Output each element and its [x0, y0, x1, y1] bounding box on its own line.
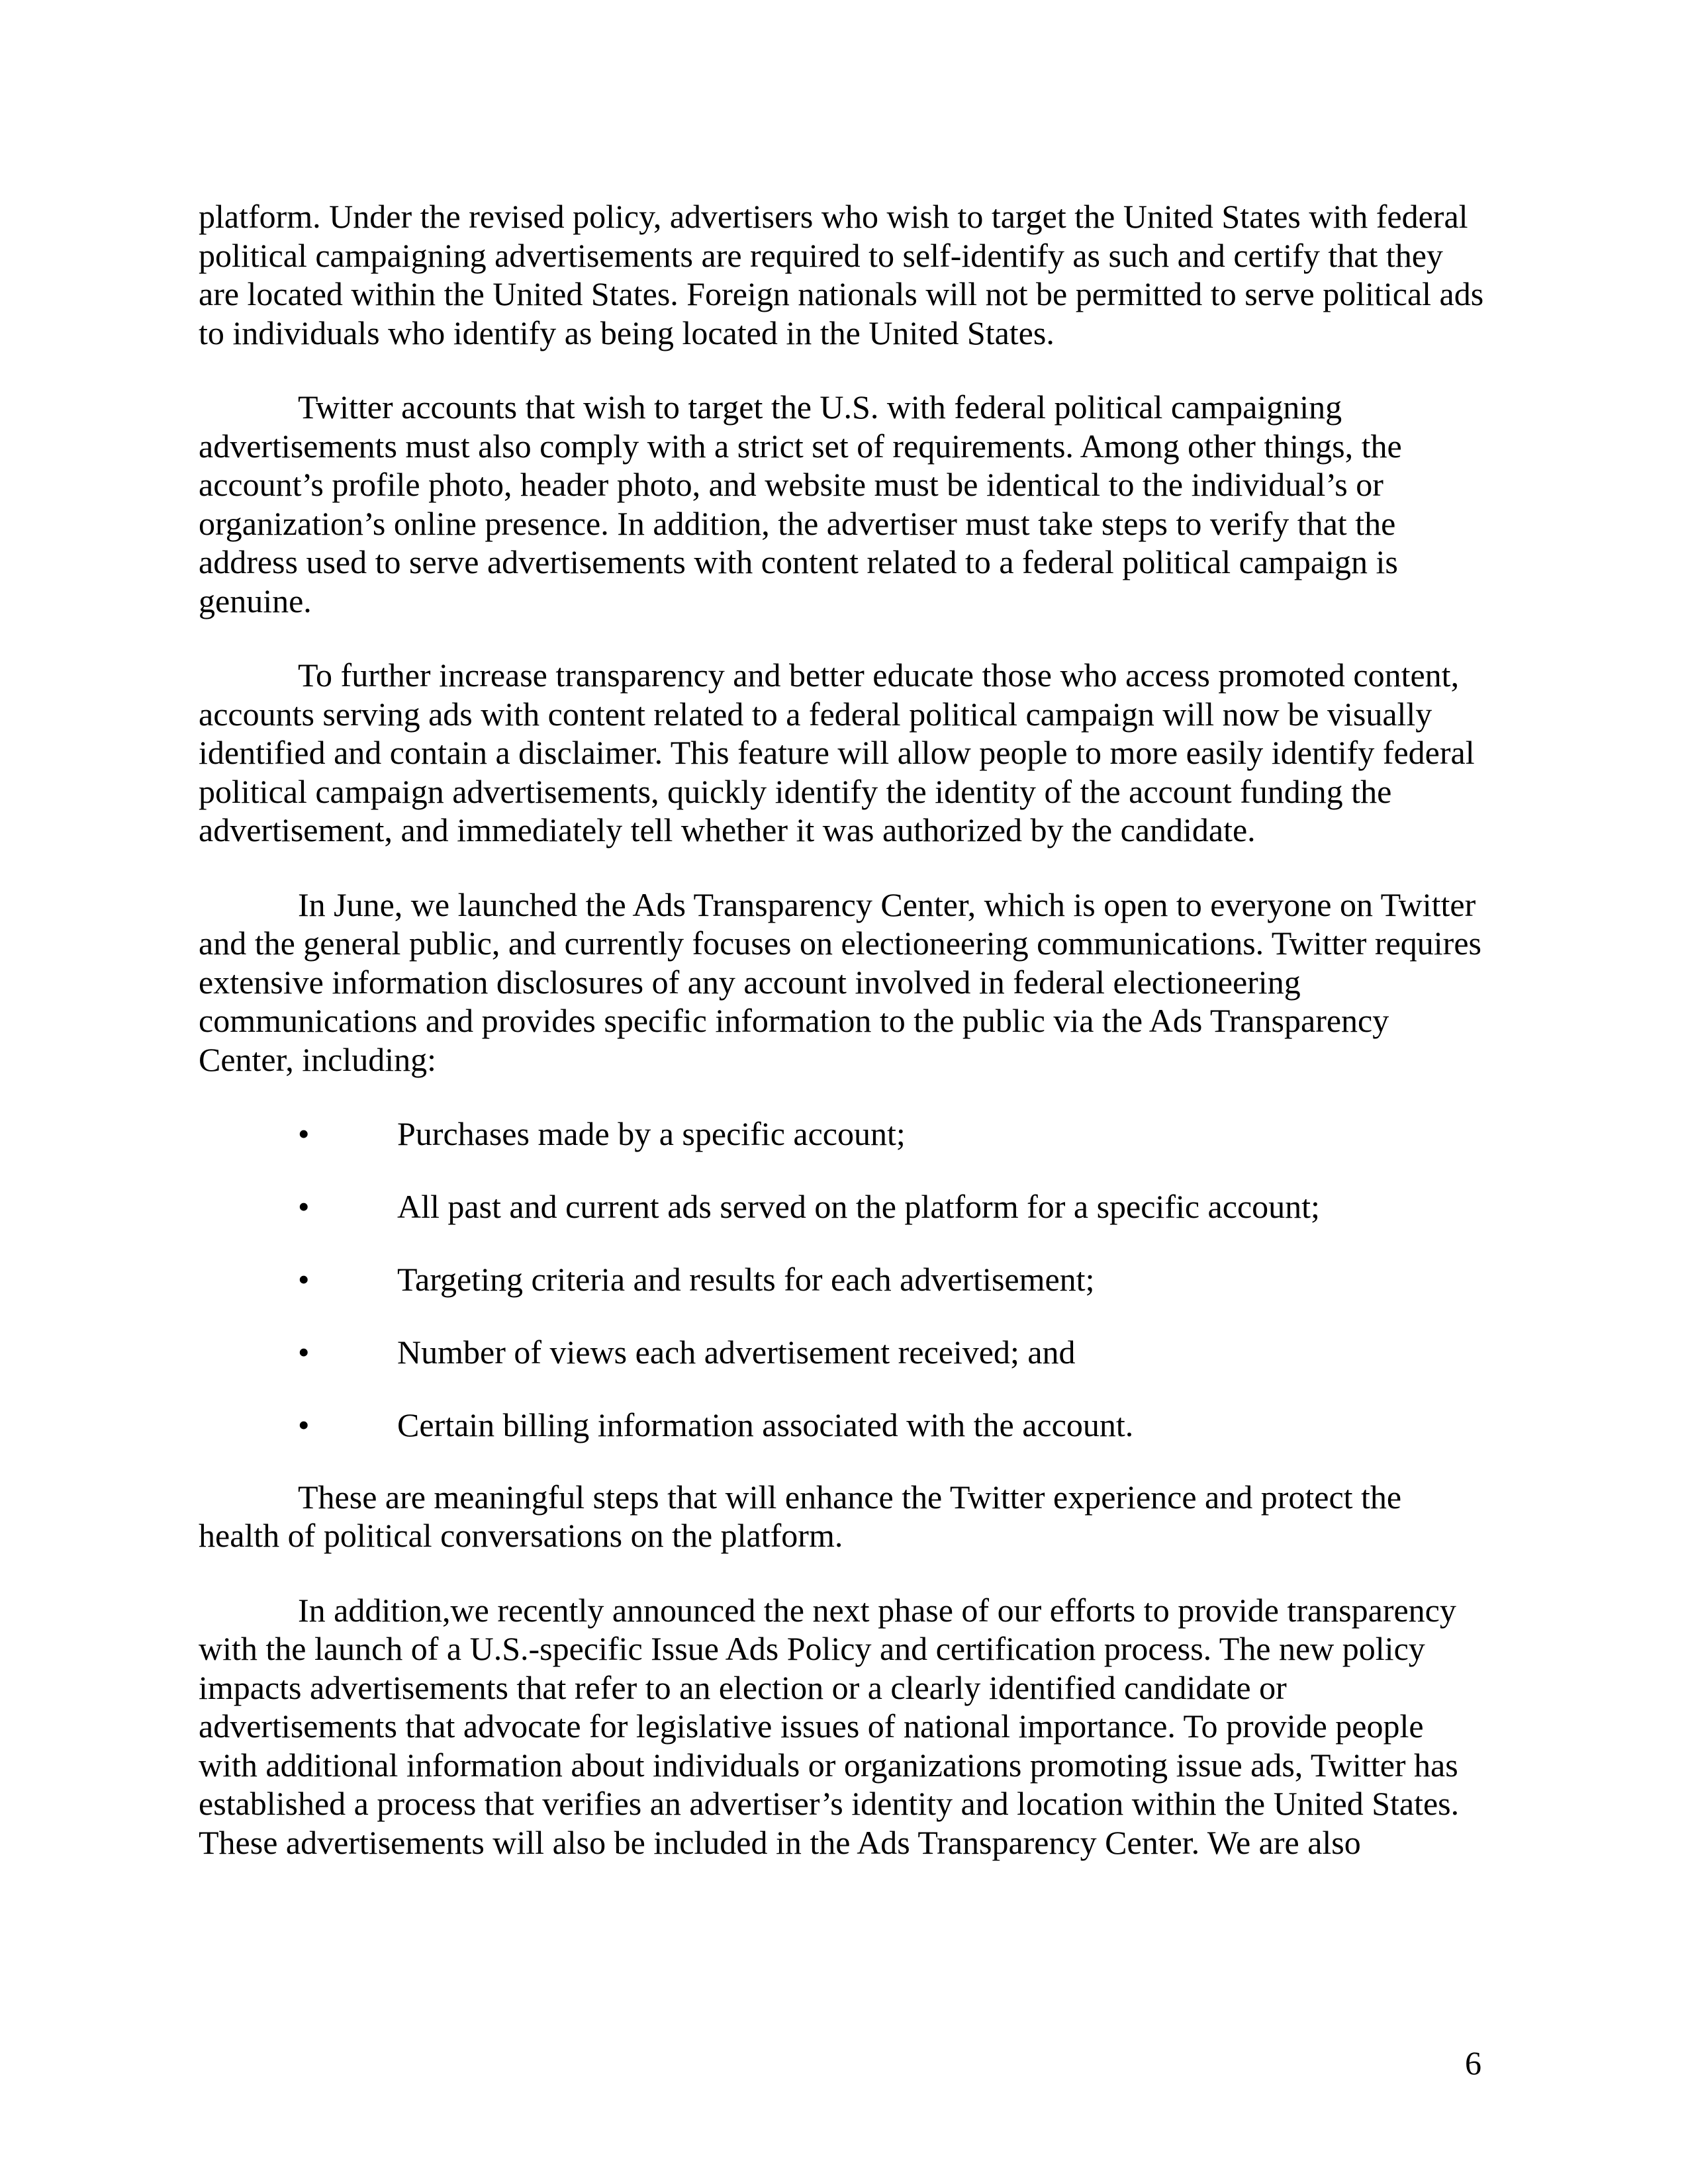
- text-line: political campaign advertisements, quickly identify the identity of the account funding the: [199, 772, 1392, 810]
- text-line: account’s profile photo, header photo, and website must be identical to the individual’s or: [199, 466, 1383, 503]
- page-number: 6: [1465, 2044, 1481, 2081]
- bullet-icon: •: [298, 1188, 310, 1225]
- text-line: In addition,we recently announced the next phase of our efforts to provide transparency: [298, 1591, 1456, 1629]
- text-line: accounts serving ads with content related to a federal political campaign will now be visually: [199, 695, 1432, 733]
- bullet-icon: •: [298, 1115, 310, 1152]
- list-item: [199, 1187, 1489, 1226]
- text-line: with the launch of a U.S.-specific Issue Ads Policy and certification process. The new policy: [199, 1630, 1425, 1667]
- list-item-text: Targeting criteria and results for each advertisement;: [397, 1261, 1095, 1298]
- list-item: [199, 1406, 1489, 1445]
- text-line: These advertisements will also be included in the Ads Transparency Center. We are also: [199, 1823, 1361, 1861]
- text-line: health of political conversations on the platform.: [199, 1517, 843, 1554]
- text-line: advertisements must also comply with a strict set of requirements. Among other things, the: [199, 427, 1402, 465]
- paragraph-platform-policy: [199, 197, 1489, 352]
- text-line: established a process that verifies an advertiser’s identity and location within the United States.: [199, 1785, 1460, 1822]
- text-line: with additional information about individuals or organizations promoting issue ads, Twitter has: [199, 1746, 1458, 1784]
- text-line: In June, we launched the Ads Transparency Center, which is open to everyone on Twitter: [298, 886, 1476, 923]
- text-line: are located within the United States. Foreign nationals will not be permitted to serve political ads: [199, 275, 1484, 312]
- list-item: [199, 1260, 1489, 1299]
- text-line: advertisements that advocate for legislative issues of national importance. To provide people: [199, 1707, 1424, 1745]
- text-line: and the general public, and currently focuses on electioneering communications. Twitter requires: [199, 925, 1481, 962]
- text-line: to individuals who identify as being located in the United States.: [199, 314, 1055, 351]
- paragraph-meaningful-steps: [199, 1478, 1489, 1555]
- document-page: [199, 197, 1489, 1897]
- text-line: advertisement, and immediately tell whether it was authorized by the candidate.: [199, 811, 1256, 848]
- list-item-text: All past and current ads served on the platform for a specific account;: [397, 1188, 1320, 1225]
- text-line: These are meaningful steps that will enhance the Twitter experience and protect the: [298, 1478, 1402, 1516]
- bullet-icon: •: [298, 1406, 310, 1443]
- list-item-text: Number of views each advertisement received; and: [397, 1334, 1076, 1371]
- bullet-icon: •: [298, 1334, 310, 1371]
- bullet-icon: •: [298, 1261, 310, 1298]
- text-line: Twitter accounts that wish to target the U.S. with federal political campaigning: [298, 388, 1342, 426]
- text-line: communications and provides specific information to the public via the Ads Transparency: [199, 1002, 1389, 1039]
- text-line: political campaigning advertisements are required to self-identify as such and certify that they: [199, 236, 1443, 274]
- list-item: [199, 1333, 1489, 1372]
- text-line: organization’s online presence. In addition, the advertiser must take steps to verify that the: [199, 504, 1396, 542]
- text-line: extensive information disclosures of any account involved in federal electioneering: [199, 963, 1301, 1001]
- list-item: [199, 1115, 1489, 1154]
- paragraph-transparency-disclaimer: [199, 656, 1489, 850]
- text-line: genuine.: [199, 582, 312, 619]
- text-line: identified and contain a disclaimer. This feature will allow people to more easily identify federal: [199, 734, 1475, 771]
- list-item-text: Purchases made by a specific account;: [397, 1115, 906, 1152]
- list-item-text: Certain billing information associated with the account.: [397, 1406, 1134, 1443]
- text-line: Center, including:: [199, 1040, 437, 1078]
- disclosure-list: [199, 1115, 1489, 1445]
- text-line: address used to serve advertisements with content related to a federal political campaign is: [199, 543, 1398, 580]
- text-line: impacts advertisements that refer to an election or a clearly identified candidate or: [199, 1668, 1287, 1706]
- text-line: To further increase transparency and better educate those who access promoted content,: [298, 657, 1460, 694]
- paragraph-ads-transparency-center: [199, 886, 1489, 1079]
- paragraph-account-requirements: [199, 388, 1489, 620]
- paragraph-issue-ads-policy: [199, 1591, 1489, 1862]
- text-line: platform. Under the revised policy, advertisers who wish to target the United States with federal: [199, 198, 1468, 235]
